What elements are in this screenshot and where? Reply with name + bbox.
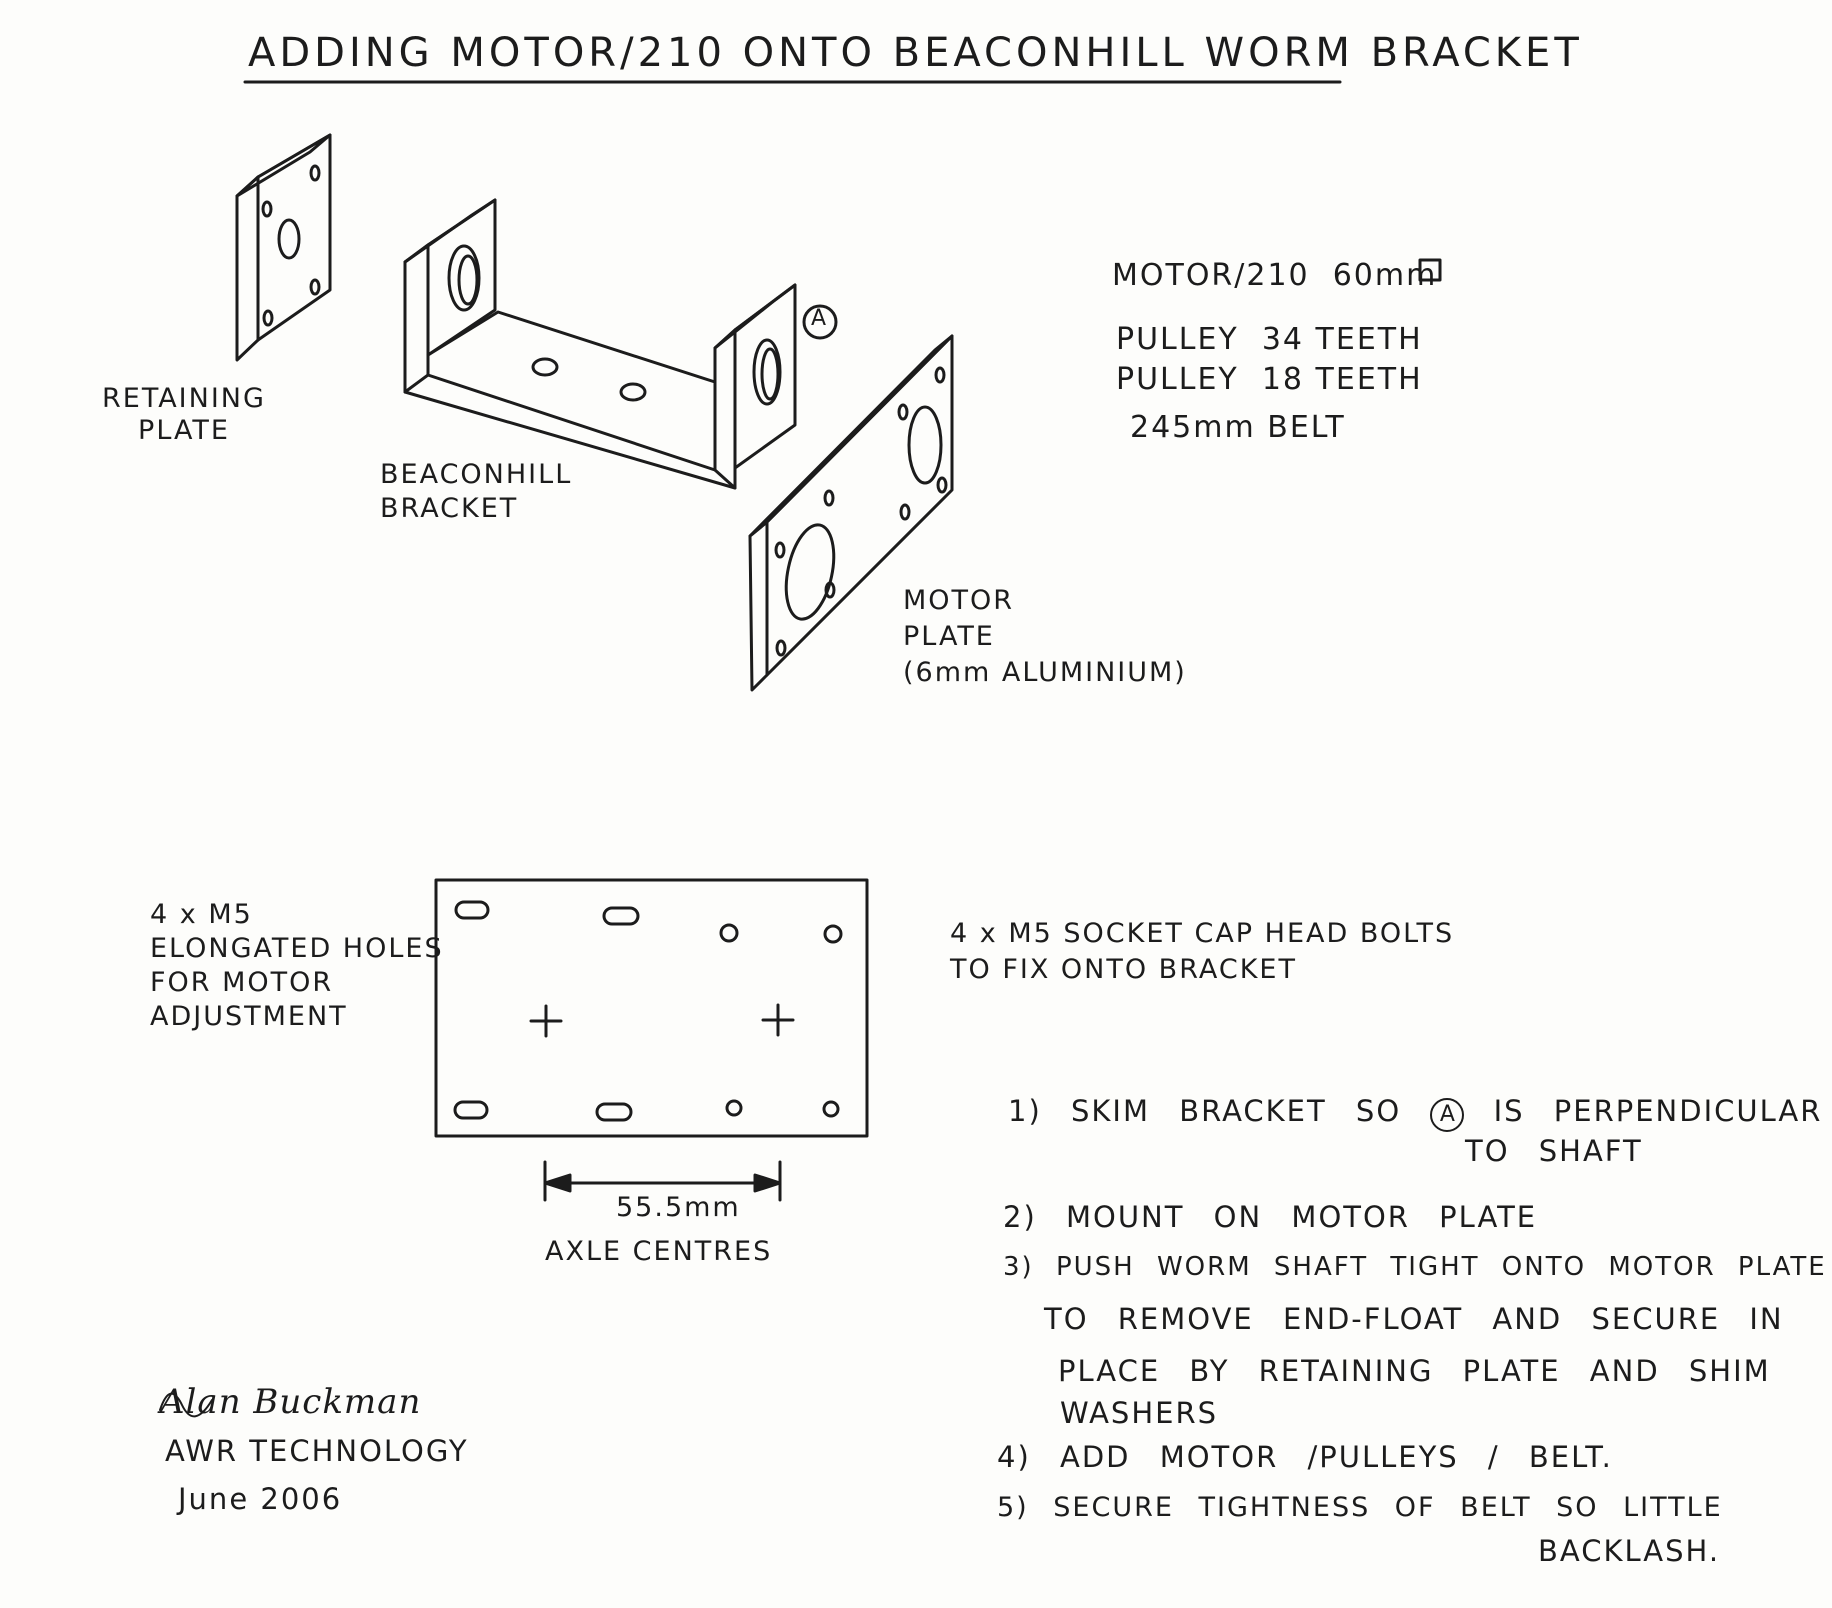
- step-2: 2) MOUNT ON MOTOR PLATE: [1003, 1200, 1538, 1234]
- motor-plate-label: MOTOR PLATE (6mm ALUMINIUM): [903, 585, 1187, 688]
- dimension-value: 55.5mm: [616, 1192, 741, 1223]
- spec-belt: 245mm BELT: [1130, 410, 1346, 445]
- spec-pulley-18: PULLEY 18 TEETH: [1116, 362, 1423, 397]
- step-1-text-cont: IS PERPENDICULAR: [1493, 1094, 1823, 1128]
- step-5: 5) SECURE TIGHTNESS OF BELT SO LITTLE: [997, 1492, 1723, 1523]
- beaconhill-bracket-drawing: [405, 200, 836, 488]
- step-1: [1008, 1094, 1822, 1132]
- author-signature: Alan Buckman: [160, 1382, 422, 1422]
- step-4: 4) ADD MOTOR /PULLEYS / BELT.: [997, 1440, 1613, 1474]
- drawing-date: June 2006: [178, 1482, 343, 1516]
- retaining-plate-drawing: [237, 135, 330, 360]
- axle-centres-label: AXLE CENTRES: [545, 1236, 773, 1267]
- page-title: ADDING MOTOR/210 ONTO BEACONHILL WORM BRACKET: [248, 30, 1583, 76]
- step-1-line-2: TO SHAFT: [1465, 1134, 1643, 1168]
- step-5-line-2: BACKLASH.: [1538, 1534, 1721, 1568]
- retaining-plate-label: RETAINING PLATE: [102, 383, 266, 446]
- step-3-line-4: WASHERS: [1060, 1396, 1219, 1430]
- beaconhill-bracket-label: BEACONHILL BRACKET: [380, 459, 573, 524]
- step-1-text: 1) SKIM BRACKET SO: [1008, 1094, 1402, 1128]
- step-3-line-2: TO REMOVE END-FLOAT AND SECURE IN: [1044, 1302, 1784, 1336]
- step-3: 3) PUSH WORM SHAFT TIGHT ONTO MOTOR PLATE: [1003, 1252, 1827, 1282]
- spec-pulley-34: PULLEY 34 TEETH: [1116, 322, 1423, 357]
- elongated-holes-note: 4 x M5 ELONGATED HOLES FOR MOTOR ADJUSTMENT: [150, 899, 444, 1032]
- plate-layout-drawing: [436, 880, 867, 1136]
- marker-a-inline: A: [1430, 1098, 1464, 1132]
- marker-a-label: A: [811, 306, 827, 331]
- spec-motor: MOTOR/210 60mm: [1112, 258, 1438, 293]
- socket-bolts-note: 4 x M5 SOCKET CAP HEAD BOLTS TO FIX ONTO BRACKET: [950, 918, 1455, 985]
- step-3-line-3: PLACE BY RETAINING PLATE AND SHIM: [1058, 1354, 1771, 1388]
- company-name: AWR TECHNOLOGY: [165, 1434, 469, 1468]
